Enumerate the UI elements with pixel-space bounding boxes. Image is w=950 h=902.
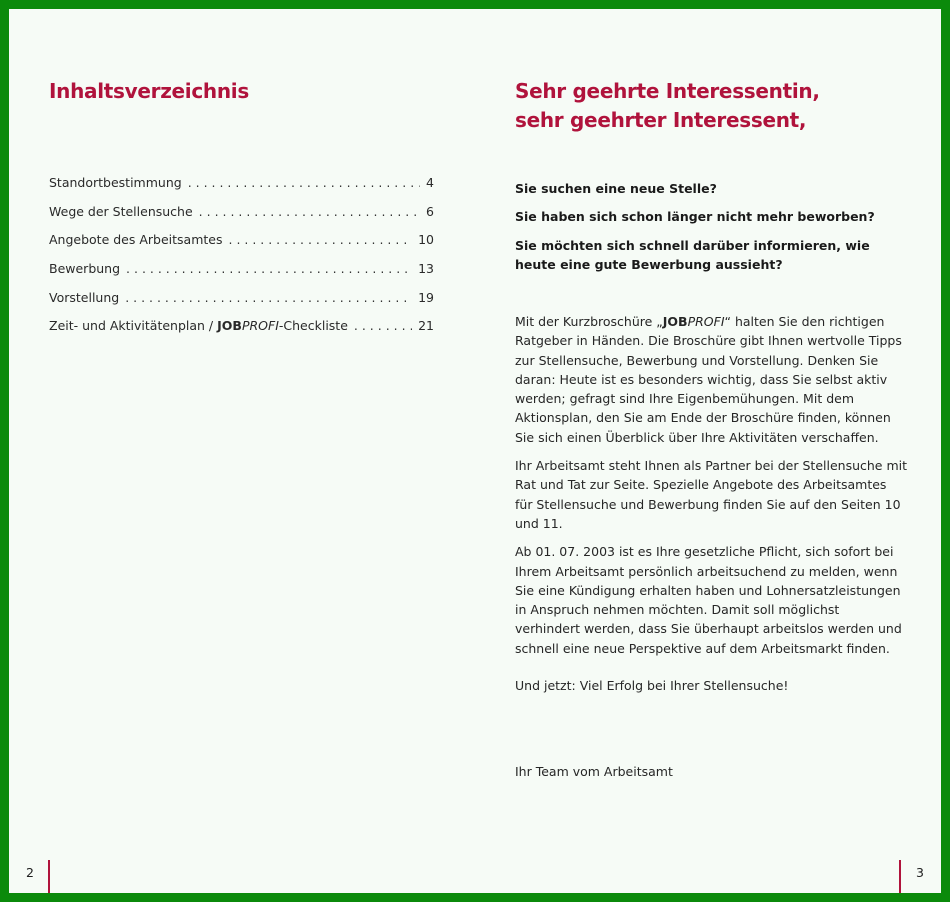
- toc-label-italic: PROFI: [241, 318, 279, 334]
- paragraph: Ab 01. 07. 2003 ist es Ihre gesetzliche Pflicht, sich sofort bei Ihrem Arbeitsamt persönlich arbeitsuchend zu melden, wenn Sie eine Kündigung erhalten haben und Lohnersatzleistungen in Anspruch nehmen möchten. Damit soll möglichst verhindert werden, dass Sie überhaupt arbeitslos werden und schnell eine neue Perspektive auf dem Arbeitsmarkt finden.: [515, 544, 902, 656]
- page-rule-left: [48, 860, 50, 893]
- toc-entry: [49, 290, 434, 319]
- toc-leader-dots: [126, 261, 412, 276]
- brand-italic: PROFI: [687, 314, 725, 329]
- toc-entry-label: [49, 318, 348, 333]
- toc-entry-page: 10: [418, 232, 434, 248]
- toc-entry: [49, 204, 434, 233]
- toc-entry-label: Standortbestimmung: [49, 175, 182, 190]
- page-number-right: 3: [916, 865, 924, 880]
- table-of-contents: [49, 175, 434, 347]
- question: Sie möchten sich schnell darüber informieren, wie heute eine gute Bewerbung aussieht?: [515, 237, 870, 272]
- toc-entry-page: 4: [426, 175, 434, 190]
- question: Sie suchen eine neue Stelle?: [515, 181, 717, 196]
- toc-heading: Inhaltsverzeichnis: [49, 79, 249, 103]
- toc-leader-dots: [229, 232, 413, 247]
- toc-entry: [49, 232, 434, 261]
- toc-entry: [49, 318, 434, 347]
- page-rule-right: [899, 860, 901, 893]
- salutation-line: Sehr geehrte Interessentin,: [515, 79, 820, 103]
- paragraph-text: “ halten Sie den richtigen Ratgeber in Händen. Die Broschüre gibt Ihnen wertvolle Tipps zur Stellensuche, Bewerbung und Vorstellung. Denken Sie daran: Heute ist es besonders wichtig, dass Sie selbst aktiv werden; gefragt sind Ihre Eigenbemühungen. Mit dem Aktionsplan, den Sie am Ende der Broschüre finden, können Sie sich einen Überblick über Ihre Aktivitäten verschaffen.: [515, 314, 902, 445]
- paragraph: Ihr Arbeitsamt steht Ihnen als Partner bei der Stellensuche mit Rat und Tat zur Seite. Spezielle Angebote des Arbeitsamtes für Stellensuche und Bewerbung finden Sie auf den Seiten 10 und 11.: [515, 458, 908, 531]
- toc-entry-label: Angebote des Arbeitsamtes: [49, 232, 223, 248]
- toc-leader-dots: [188, 175, 420, 190]
- brand-bold: JOB: [662, 314, 688, 329]
- brochure-spread: [9, 9, 941, 893]
- salutation-heading: [515, 77, 820, 135]
- toc-entry-label: Wege der Stellensuche: [49, 203, 193, 219]
- toc-entry-page: 6: [426, 203, 434, 219]
- intro-questions: [515, 179, 905, 283]
- closing-line: Und jetzt: Viel Erfolg bei Ihrer Stellensuche!: [515, 678, 789, 693]
- body-text: [515, 312, 907, 667]
- signature: Ihr Team vom Arbeitsamt: [515, 764, 673, 779]
- toc-leader-dots: [199, 204, 420, 219]
- toc-leader-dots: [354, 318, 412, 333]
- toc-entry-label: Vorstellung: [49, 289, 120, 305]
- toc-entry: [49, 175, 434, 204]
- salutation-line: sehr geehrter Interessent,: [515, 108, 807, 132]
- paragraph: [515, 312, 907, 447]
- toc-entry-page: 13: [418, 261, 434, 277]
- toc-entry-page: 19: [418, 289, 434, 305]
- toc-entry: [49, 261, 434, 290]
- toc-entry-label: Bewerbung: [49, 261, 121, 277]
- paragraph-text: Mit der Kurzbroschüre „: [515, 314, 663, 329]
- toc-label-bold: JOB: [217, 318, 242, 334]
- page-number-left: 2: [26, 865, 34, 880]
- question: Sie haben sich schon länger nicht mehr beworben?: [515, 209, 875, 225]
- toc-label-suffix: -Checkliste: [278, 318, 348, 334]
- toc-entry-page: 21: [418, 318, 434, 334]
- toc-label-prefix: Zeit- und Aktivitätenplan /: [49, 318, 218, 334]
- toc-leader-dots: [125, 290, 412, 305]
